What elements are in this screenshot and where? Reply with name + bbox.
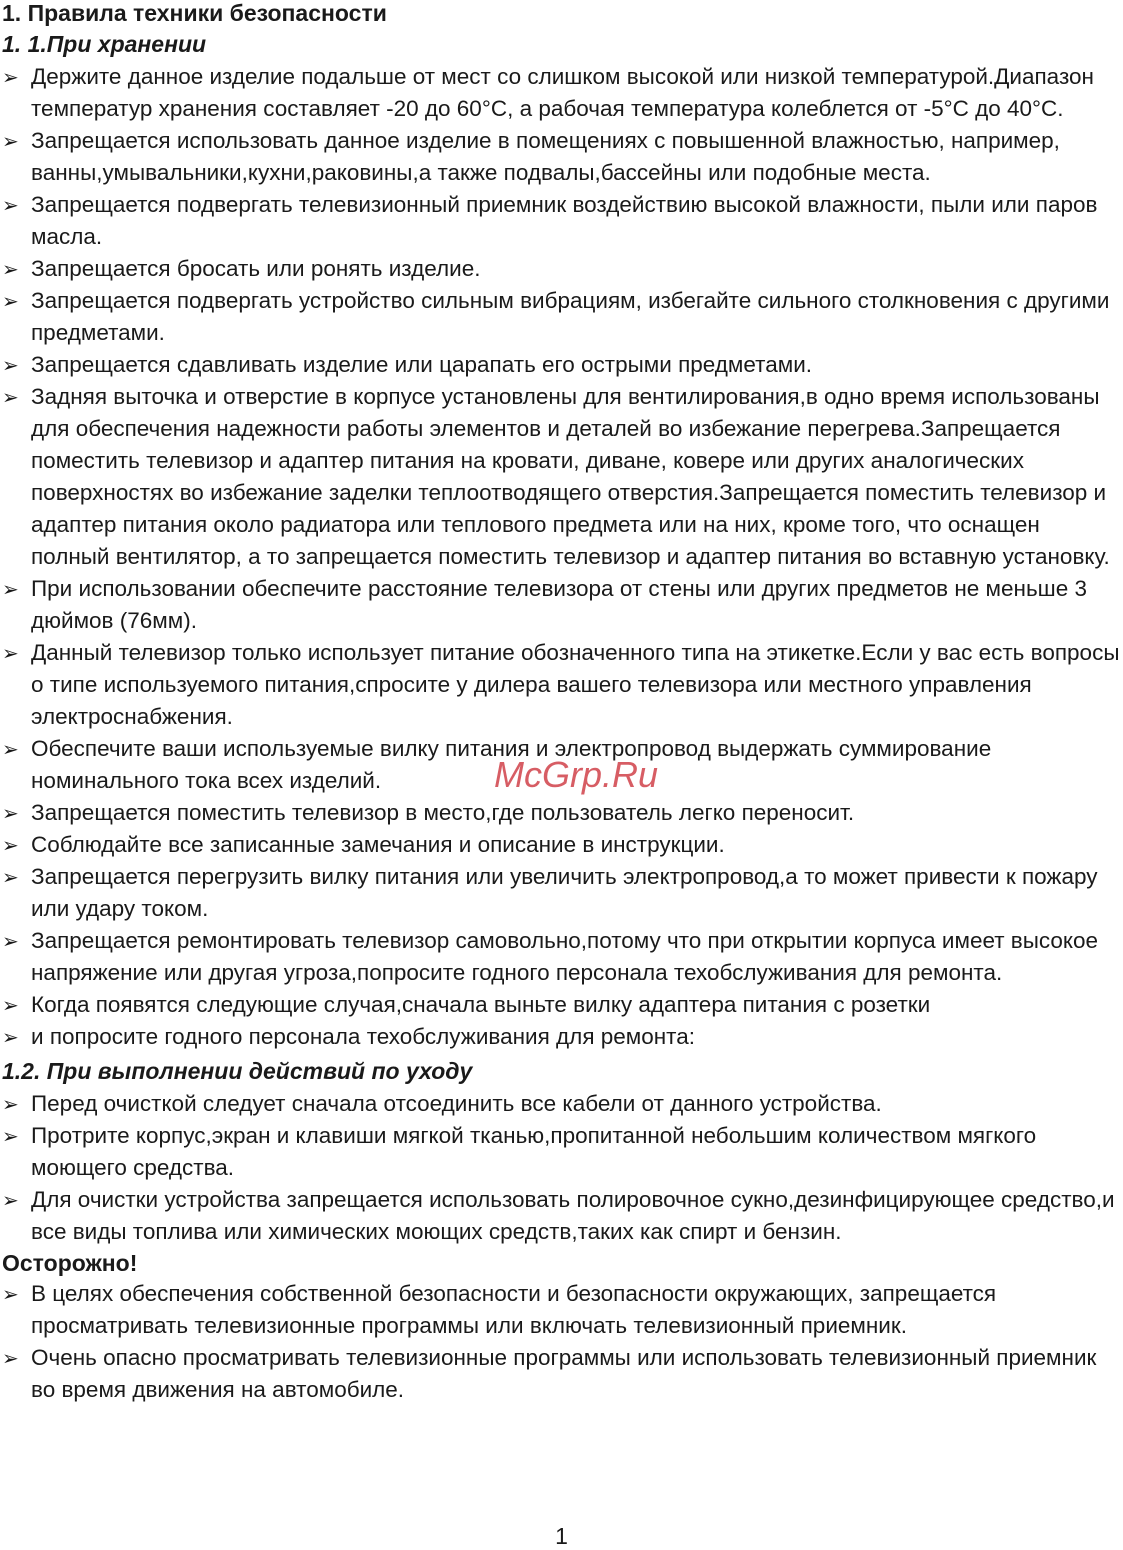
list-item (2, 637, 1120, 733)
arrow-bullet-icon: ➢ (2, 129, 19, 153)
list-item-text: Запрещается использовать данное изделие в помещениях с повышенной влажностью, например, ванны,умывальники,кухни,раковины,а также подвалы,бассейны или подобные места. (31, 128, 1060, 185)
list-item-text: Запрещается перегрузить вилку питания или увеличить электропровод,а то может привести к пожару или удару током. (31, 864, 1098, 921)
page-number: 1 (555, 1523, 568, 1549)
list-item-text: Запрещается сдавливать изделие или царапать его острыми предметами. (31, 352, 813, 377)
arrow-bullet-icon: ➢ (2, 1282, 19, 1306)
list-item (2, 189, 1120, 253)
list-item (2, 381, 1120, 573)
list-item (2, 1278, 1120, 1342)
list-item-text: Запрещается подвергать устройство сильным вибрациям, избегайте сильного столкновения с другими предметами. (31, 288, 1110, 345)
list-item-text: Очень опасно просматривать телевизионные программы или использовать телевизионный приемник во время движения на автомобиле. (31, 1345, 1097, 1402)
list-item-text: Для очистки устройства запрещается использовать полировочное сукно,дезинфицирующее средство,и все виды топлива или химических моющих средств,таких как спирт и бензин. (31, 1187, 1115, 1244)
arrow-bullet-icon: ➢ (2, 641, 19, 665)
list-item-text: Запрещается поместить телевизор в место,где пользователь легко переносит. (31, 800, 855, 825)
list-item (2, 573, 1120, 637)
list-item-text: При использовании обеспечите расстояние телевизора от стены или других предметов не меньше 3 дюймов (76мм). (31, 576, 1087, 633)
list-item-text: Протрите корпус,экран и клавиши мягкой тканью,пропитанной небольшим количеством мягкого моющего средства. (31, 1123, 1037, 1180)
section-storage-heading: 1. 1.При хранении (2, 31, 207, 57)
arrow-bullet-icon: ➢ (2, 929, 19, 953)
caution-heading: Осторожно! (2, 1250, 138, 1276)
watermark: McGrp.Ru (494, 754, 659, 795)
list-item (2, 989, 1120, 1021)
care-rules-list (2, 1088, 1120, 1248)
arrow-bullet-icon: ➢ (2, 353, 19, 377)
arrow-bullet-icon: ➢ (2, 385, 19, 409)
list-item (2, 1088, 1120, 1120)
arrow-bullet-icon: ➢ (2, 257, 19, 281)
list-item (2, 285, 1120, 349)
list-item-text: Соблюдайте все записанные замечания и описание в инструкции. (31, 832, 725, 857)
list-item (2, 1021, 1120, 1053)
storage-rules-list (2, 61, 1120, 1053)
arrow-bullet-icon: ➢ (2, 865, 19, 889)
list-item-text: Перед очисткой следует сначала отсоединить все кабели от данного устройства. (31, 1091, 882, 1116)
list-item-text: и попросите годного персонала техобслуживания для ремонта: (31, 1024, 696, 1049)
list-item (2, 1342, 1120, 1406)
list-item-text: Задняя выточка и отверстие в корпусе установлены для вентилирования,в одно время использованы для обеспечения надежности работы элементов и деталей во избежание перегрева.Запрещается поместить телевизор и адаптер питания на кровати, диване, ковере или других аналогических поверхностях во избежание заделки теплоотводящего отверстия.Запрещается поместить телевизор и адаптер питания около радиатора или теплового предмета или на них, кроме того, что оснащен полный вентилятор, а то запрещается поместить телевизор и адаптер питания во вставную установку. (31, 384, 1110, 569)
list-item-text: Обеспечите ваши используемые вилку питания и электропровод выдержать суммирование номинального тока всех изделий. (31, 736, 992, 793)
page-title: 1. Правила техники безопасности (2, 0, 387, 26)
list-item (2, 349, 1120, 381)
arrow-bullet-icon: ➢ (2, 1092, 19, 1116)
arrow-bullet-icon: ➢ (2, 65, 19, 89)
list-item (2, 125, 1120, 189)
arrow-bullet-icon: ➢ (2, 577, 19, 601)
page-content (2, 0, 1120, 1406)
arrow-bullet-icon: ➢ (2, 1346, 19, 1370)
arrow-bullet-icon: ➢ (2, 1124, 19, 1148)
section-care-heading: 1.2. При выполнении действий по уходу (2, 1058, 473, 1084)
list-item (2, 829, 1120, 861)
arrow-bullet-icon: ➢ (2, 1025, 19, 1049)
list-item-text: В целях обеспечения собственной безопасности и безопасности окружающих, запрещается просматривать телевизионные программы или включать телевизионный приемник. (31, 1281, 997, 1338)
arrow-bullet-icon: ➢ (2, 289, 19, 313)
list-item-text: Запрещается бросать или ронять изделие. (31, 256, 481, 281)
list-item (2, 1120, 1120, 1184)
list-item (2, 861, 1120, 925)
list-item (2, 61, 1120, 125)
list-item-text: Запрещается подвергать телевизионный приемник воздействию высокой влажности, пыли или паров масла. (31, 192, 1098, 249)
arrow-bullet-icon: ➢ (2, 833, 19, 857)
arrow-bullet-icon: ➢ (2, 193, 19, 217)
list-item (2, 1184, 1120, 1248)
list-item-text: Запрещается ремонтировать телевизор самовольно,потому что при открытии корпуса имеет высокое напряжение или другая угроза,попросите годного персонала техобслуживания для ремонта. (31, 928, 1099, 985)
list-item-text: Данный телевизор только использует питание обозначенного типа на этикетке.Если у вас есть вопросы о типе используемого питания,спросите у дилера вашего телевизора или местного управления электроснабжения. (31, 640, 1120, 729)
list-item-text: Когда появятся следующие случая,сначала выньте вилку адаптера питания с розетки (31, 992, 931, 1017)
list-item (2, 253, 1120, 285)
arrow-bullet-icon: ➢ (2, 1188, 19, 1212)
list-item-text: Держите данное изделие подальше от мест со слишком высокой или низкой температурой.Диапазон температур хранения составляет -20 до 60°C, а рабочая температура колеблется от -5°C до 40°C. (31, 64, 1094, 121)
arrow-bullet-icon: ➢ (2, 993, 19, 1017)
caution-list (2, 1278, 1120, 1406)
arrow-bullet-icon: ➢ (2, 801, 19, 825)
list-item (2, 797, 1120, 829)
arrow-bullet-icon: ➢ (2, 737, 19, 761)
list-item (2, 925, 1120, 989)
